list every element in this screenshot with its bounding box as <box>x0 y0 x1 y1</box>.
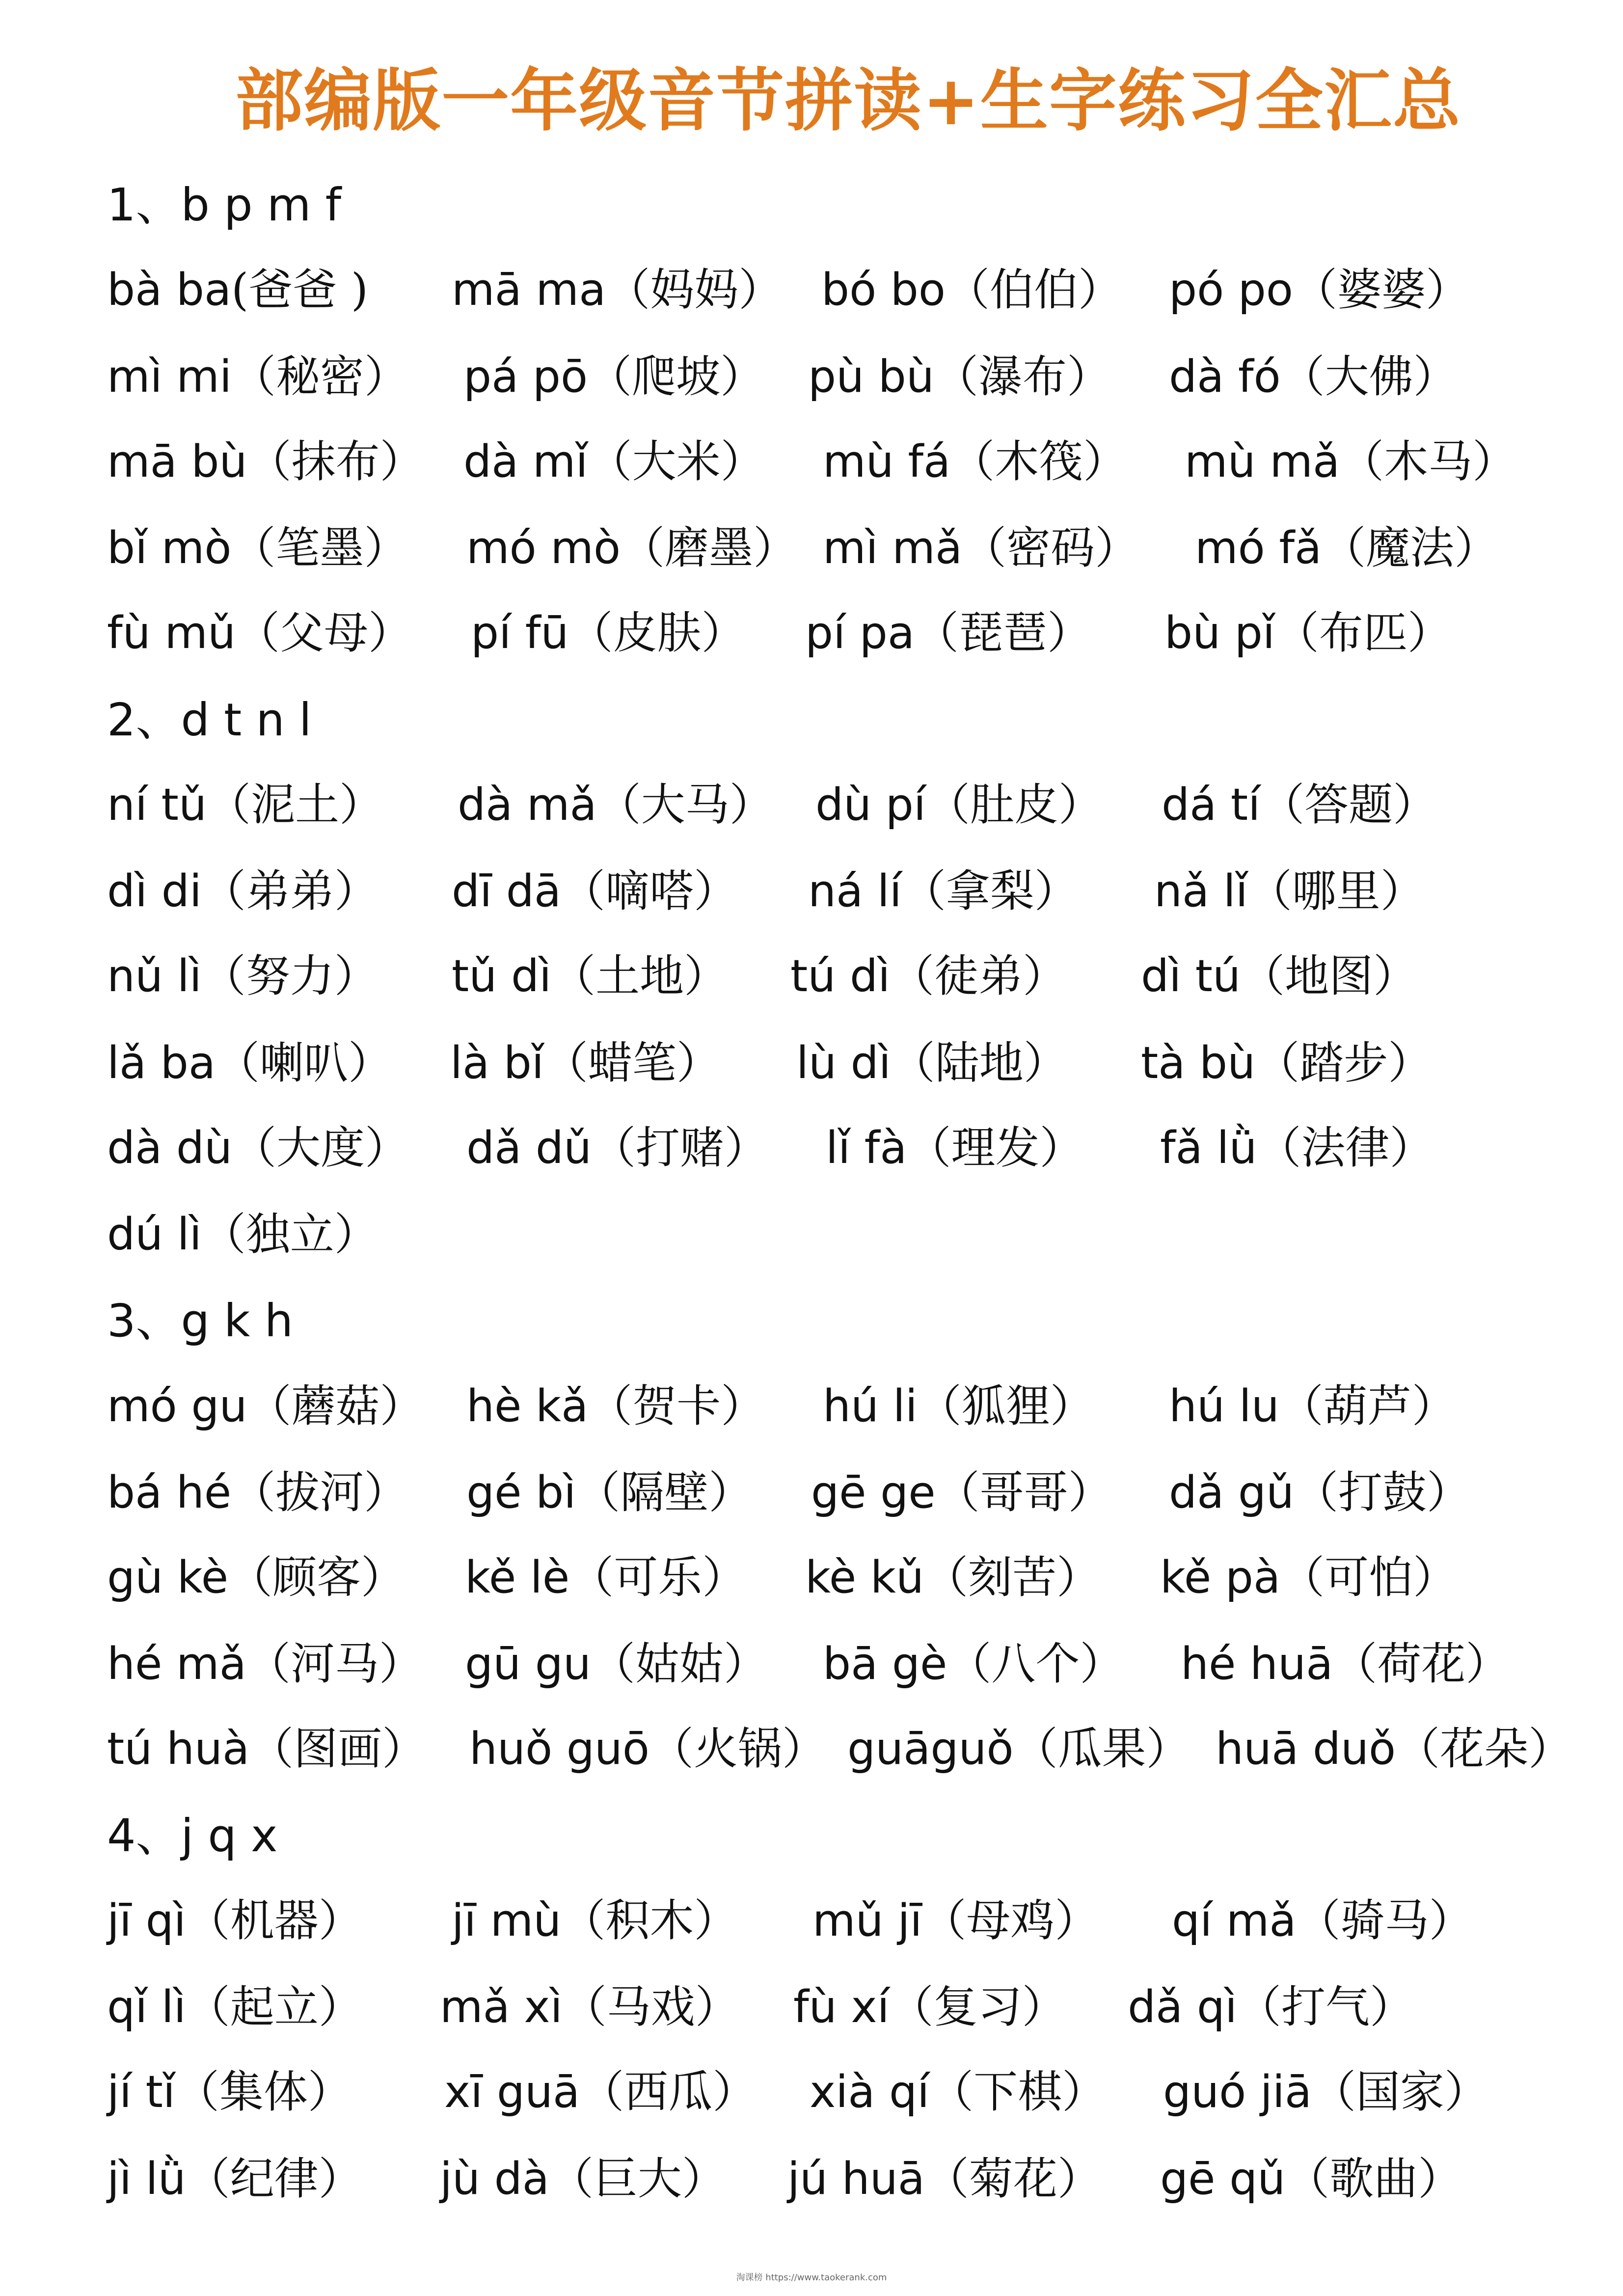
pinyin: dì di <box>107 865 202 917</box>
hanzi: （八个） <box>947 1638 1124 1690</box>
word-item <box>810 2055 1106 2129</box>
hanzi: （魔法） <box>1322 522 1499 574</box>
hanzi: （伯伯） <box>946 264 1122 316</box>
pinyin: mù mǎ <box>1185 436 1340 487</box>
pinyin: ní tǔ <box>107 779 207 831</box>
word-row <box>0 1627 1623 1701</box>
word-item <box>1169 253 1470 327</box>
hanzi: （瓜果） <box>1013 1723 1190 1775</box>
hanzi: （婆婆） <box>1293 264 1470 316</box>
word-item <box>847 1712 1190 1786</box>
hanzi: （陆地） <box>891 1037 1068 1089</box>
word-item <box>1169 1456 1471 1530</box>
pinyin: tú huà <box>107 1723 250 1775</box>
hanzi: （打鼓） <box>1294 1467 1471 1518</box>
pinyin: mó mò <box>466 522 621 574</box>
word-item <box>823 512 1139 585</box>
word-row <box>0 855 1623 928</box>
word-row <box>0 1026 1623 1100</box>
word-item <box>808 340 1111 414</box>
word-item <box>452 940 728 1013</box>
pinyin: xià qí <box>810 2066 930 2118</box>
hanzi: （集体） <box>175 2066 352 2118</box>
hanzi: （西瓜） <box>580 2066 757 2118</box>
word-item <box>465 1627 768 1701</box>
hanzi: （复习） <box>889 1981 1066 2033</box>
hanzi: （土地） <box>551 950 729 1002</box>
word-item <box>107 768 383 842</box>
word-item <box>796 1026 1068 1100</box>
pinyin: jí tǐ <box>107 2066 175 2118</box>
word-item <box>1185 425 1516 499</box>
word-row <box>0 1111 1623 1185</box>
pinyin: dà mǎ <box>458 779 597 831</box>
pinyin: xī guā <box>444 2066 580 2118</box>
pinyin: fǎ lǜ <box>1160 1122 1257 1174</box>
pinyin: jì lǜ <box>107 2153 186 2205</box>
hanzi: （蜡笔） <box>543 1037 721 1089</box>
word-item <box>1216 1712 1572 1786</box>
hanzi: （父母） <box>236 607 413 659</box>
word-item <box>107 1627 423 1701</box>
pinyin: bá hé <box>107 1467 232 1518</box>
pinyin: dá tí <box>1162 779 1261 831</box>
word-item <box>821 253 1122 327</box>
hanzi: （瀑布） <box>934 351 1111 403</box>
pinyin: qǐ lì <box>107 1981 186 2033</box>
pinyin: mó fǎ <box>1195 522 1322 574</box>
pinyin: jú huā <box>787 2153 925 2205</box>
word-item <box>1128 1971 1414 2044</box>
hanzi: （木筏） <box>950 436 1128 487</box>
hanzi: （妈妈） <box>606 264 783 316</box>
pinyin: gē qǔ <box>1160 2153 1286 2205</box>
hanzi: （姑姑） <box>591 1638 768 1690</box>
hanzi: （哪里） <box>1247 865 1425 917</box>
pinyin: nǎ lǐ <box>1154 865 1248 917</box>
word-item <box>1164 596 1452 670</box>
word-item <box>811 1456 1112 1530</box>
hanzi: （大度） <box>232 1122 409 1174</box>
word-item <box>107 1111 409 1185</box>
hanzi: （隔壁） <box>576 1467 753 1518</box>
pinyin: fù xí <box>793 1981 890 2033</box>
pinyin: dǎ gǔ <box>1169 1467 1295 1518</box>
pinyin: dù pí <box>815 779 926 831</box>
hanzi: （拔河） <box>231 1467 408 1518</box>
word-item <box>107 425 424 499</box>
word-item <box>466 1111 768 1185</box>
pinyin: hé huā <box>1181 1638 1333 1690</box>
hanzi: （纪律） <box>186 2153 363 2205</box>
word-item <box>823 1370 1094 1443</box>
hanzi: （国家） <box>1312 2066 1489 2118</box>
hanzi: （布匹） <box>1274 607 1452 659</box>
word-item <box>452 855 738 928</box>
pinyin: jī mù <box>452 1895 562 1946</box>
word-row <box>0 1541 1623 1615</box>
pinyin: gù kè <box>107 1552 229 1603</box>
word-item <box>823 425 1127 499</box>
hanzi: （抹布） <box>247 436 424 487</box>
hanzi: （哥哥） <box>935 1467 1112 1518</box>
hanzi: (爸爸 ) <box>231 264 369 316</box>
word-item <box>1162 768 1437 842</box>
word-item <box>107 512 408 585</box>
word-item <box>1195 512 1498 585</box>
pinyin: qí mǎ <box>1172 1895 1297 1946</box>
word-item <box>107 1971 363 2044</box>
hanzi: （大马） <box>596 779 774 831</box>
hanzi: （花朵） <box>1396 1723 1573 1775</box>
word-row <box>0 2055 1623 2129</box>
word-item <box>107 1541 405 1615</box>
word-item <box>450 1026 721 1100</box>
pinyin: kè kǔ <box>805 1552 924 1603</box>
pinyin: dà fó <box>1169 351 1281 403</box>
hanzi: （积木） <box>561 1895 738 1946</box>
word-item <box>1181 1627 1510 1701</box>
pinyin: kě pà <box>1160 1552 1281 1603</box>
pinyin: jī qì <box>107 1895 186 1946</box>
pinyin: mǔ jī <box>812 1895 922 1946</box>
pinyin: tà bù <box>1141 1037 1256 1089</box>
word-item <box>107 2142 363 2216</box>
pinyin: là bǐ <box>450 1037 544 1089</box>
word-row <box>0 425 1623 499</box>
word-item <box>808 855 1079 928</box>
hanzi: （歌曲） <box>1285 2153 1462 2205</box>
pinyin: hú lu <box>1169 1380 1279 1432</box>
hanzi: （母鸡） <box>922 1895 1099 1946</box>
hanzi: （磨墨） <box>621 522 798 574</box>
word-item <box>805 596 1091 670</box>
word-item <box>440 2142 726 2216</box>
pinyin: dǎ dǔ <box>466 1122 592 1174</box>
word-item <box>444 2055 757 2129</box>
hanzi: （地图） <box>1241 950 1418 1002</box>
pinyin: lù dì <box>796 1037 891 1089</box>
word-item <box>107 2055 352 2129</box>
pinyin: gū gu <box>465 1638 591 1690</box>
hanzi: （可乐） <box>569 1552 747 1603</box>
word-item <box>793 1971 1066 2044</box>
word-item <box>107 855 379 928</box>
hanzi: （蘑菇） <box>247 1380 424 1432</box>
pinyin: dǎ qì <box>1128 1981 1238 2033</box>
pinyin: mì mi <box>107 351 232 403</box>
word-item <box>107 1456 408 1530</box>
word-row <box>0 1712 1623 1786</box>
word-item <box>107 1712 426 1786</box>
word-item <box>466 512 797 585</box>
word-item <box>1169 340 1458 414</box>
word-item <box>466 1370 765 1443</box>
word-item <box>805 1541 1101 1615</box>
pinyin: fù mǔ <box>107 607 236 659</box>
pinyin: mā ma <box>452 264 606 316</box>
hanzi: （理发） <box>907 1122 1084 1174</box>
word-item <box>107 940 379 1013</box>
word-item <box>463 340 764 414</box>
hanzi: （顾客） <box>228 1552 406 1603</box>
word-row <box>0 1884 1623 1958</box>
hanzi: （努力） <box>201 950 379 1002</box>
pinyin: hé mǎ <box>107 1638 246 1690</box>
pinyin: huā duǒ <box>1216 1723 1396 1775</box>
hanzi: （狐狸） <box>917 1380 1094 1432</box>
word-item <box>1160 1541 1457 1615</box>
word-item <box>466 1456 753 1530</box>
word-item <box>107 1026 392 1100</box>
word-item <box>815 768 1103 842</box>
hanzi: （秘密） <box>231 351 408 403</box>
word-item <box>107 596 412 670</box>
hanzi: （荷花） <box>1333 1638 1510 1690</box>
hanzi: （菊花） <box>924 2153 1102 2205</box>
word-row <box>0 340 1623 414</box>
word-item <box>471 596 745 670</box>
pinyin: hè kǎ <box>466 1380 589 1432</box>
word-row <box>0 1198 1623 1271</box>
hanzi: （泥土） <box>206 779 383 831</box>
hanzi: （琵琶） <box>915 607 1092 659</box>
section-heading: 1、b p m f <box>107 179 342 231</box>
word-row <box>0 768 1623 842</box>
section-heading: 4、j q x <box>107 1810 278 1862</box>
hanzi: （答题） <box>1260 779 1437 831</box>
pinyin: mì mǎ <box>823 522 963 574</box>
pinyin: huǒ guō <box>469 1723 649 1775</box>
pinyin: dà dù <box>107 1122 233 1174</box>
hanzi: （打赌） <box>592 1122 769 1174</box>
hanzi: （皮肤） <box>568 607 746 659</box>
hanzi: （拿梨） <box>901 865 1079 917</box>
word-item <box>823 1627 1124 1701</box>
hanzi: （大佛） <box>1280 351 1458 403</box>
word-item <box>107 1198 379 1271</box>
word-row <box>0 512 1623 585</box>
hanzi: （踏步） <box>1255 1037 1433 1089</box>
word-item <box>787 2142 1102 2216</box>
word-item <box>1172 1884 1473 1958</box>
pinyin: mù fá <box>823 436 951 487</box>
hanzi: （起立） <box>186 1981 363 2033</box>
hanzi: （喇叭） <box>216 1037 393 1089</box>
pinyin: jù dà <box>440 2153 549 2205</box>
pinyin: bà ba <box>107 264 232 316</box>
hanzi: （机器） <box>186 1895 363 1946</box>
pinyin: dī dā <box>452 865 562 917</box>
word-item <box>107 1884 363 1958</box>
pinyin: nǔ lì <box>107 950 202 1002</box>
word-item <box>463 425 765 499</box>
hanzi: （图画） <box>249 1723 427 1775</box>
word-item <box>452 1884 738 1958</box>
hanzi: （贺卡） <box>588 1380 765 1432</box>
word-item <box>469 1712 826 1786</box>
word-item <box>1141 940 1417 1013</box>
pinyin: gé bì <box>466 1467 576 1518</box>
pinyin: tú dì <box>790 950 891 1002</box>
pinyin: kě lè <box>465 1552 570 1603</box>
pinyin: bù pǐ <box>1164 607 1275 659</box>
hanzi: （可怕） <box>1280 1552 1458 1603</box>
pinyin: mā bù <box>107 436 247 487</box>
pinyin: dú lì <box>107 1209 202 1260</box>
pinyin: dì tú <box>1141 950 1241 1002</box>
word-row <box>0 1456 1623 1530</box>
pinyin: guāguǒ <box>847 1723 1014 1775</box>
word-row <box>0 2142 1623 2216</box>
hanzi: （火锅） <box>649 1723 826 1775</box>
section-heading: 2、d t n l <box>107 694 312 746</box>
pinyin: dà mǐ <box>463 436 588 487</box>
word-item <box>458 768 774 842</box>
hanzi: （大米） <box>588 436 765 487</box>
word-item <box>107 253 368 327</box>
word-row <box>0 253 1623 327</box>
word-item <box>107 1370 424 1443</box>
pinyin: mǎ xì <box>440 1981 563 2033</box>
hanzi: （独立） <box>201 1209 379 1260</box>
pinyin: hú li <box>823 1380 918 1432</box>
pinyin: lǐ fà <box>826 1122 907 1174</box>
pinyin: pó po <box>1169 264 1293 316</box>
pinyin: bā gè <box>823 1638 947 1690</box>
pinyin: ná lí <box>808 865 902 917</box>
section-heading: 3、g k h <box>107 1295 294 1347</box>
hanzi: （木马） <box>1340 436 1517 487</box>
pinyin: lǎ ba <box>107 1037 216 1089</box>
word-row <box>0 596 1623 670</box>
pinyin: bǐ mò <box>107 522 232 574</box>
hanzi: （嘀嗒） <box>561 865 738 917</box>
word-item <box>440 1971 739 2044</box>
hanzi: （密码） <box>962 522 1139 574</box>
hanzi: （葫芦） <box>1279 1380 1456 1432</box>
page-title: 部编版一年级音节拼读+生字练习全汇总 <box>235 61 1461 140</box>
word-item <box>812 1884 1099 1958</box>
word-row <box>0 1370 1623 1443</box>
word-item <box>1141 1026 1432 1100</box>
hanzi: （下棋） <box>929 2066 1107 2118</box>
word-item <box>790 940 1067 1013</box>
word-row <box>0 940 1623 1013</box>
pinyin: pá pō <box>463 351 588 403</box>
pinyin: bó bo <box>821 264 946 316</box>
hanzi: （刻苦） <box>924 1552 1101 1603</box>
word-item <box>1169 1370 1456 1443</box>
hanzi: （弟弟） <box>201 865 379 917</box>
hanzi: （笔墨） <box>231 522 408 574</box>
hanzi: （法律） <box>1257 1122 1434 1174</box>
word-item <box>1163 2055 1488 2129</box>
hanzi: （徒弟） <box>890 950 1067 1002</box>
hanzi: （肚皮） <box>925 779 1103 831</box>
pinyin: mó gu <box>107 1380 247 1432</box>
pinyin: gē ge <box>811 1467 936 1518</box>
word-item <box>107 340 408 414</box>
word-item <box>826 1111 1083 1185</box>
pinyin: pí pa <box>805 607 915 659</box>
pinyin: pù bù <box>808 351 934 403</box>
word-row <box>0 1971 1623 2044</box>
word-item <box>1160 1111 1434 1185</box>
word-item <box>465 1541 746 1615</box>
word-item <box>1160 2142 1462 2216</box>
pinyin: guó jiā <box>1163 2066 1312 2118</box>
footer-watermark: 淘课榜 https://www.taokerank.com <box>736 2272 887 2283</box>
word-item <box>1154 855 1425 928</box>
hanzi: （巨大） <box>549 2153 726 2205</box>
hanzi: （骑马） <box>1296 1895 1473 1946</box>
word-item <box>452 253 783 327</box>
hanzi: （马戏） <box>562 1981 739 2033</box>
pinyin: pí fū <box>471 607 569 659</box>
hanzi: （打气） <box>1237 1981 1414 2033</box>
pinyin: tǔ dì <box>452 950 552 1002</box>
hanzi: （河马） <box>246 1638 423 1690</box>
hanzi: （爬坡） <box>588 351 765 403</box>
